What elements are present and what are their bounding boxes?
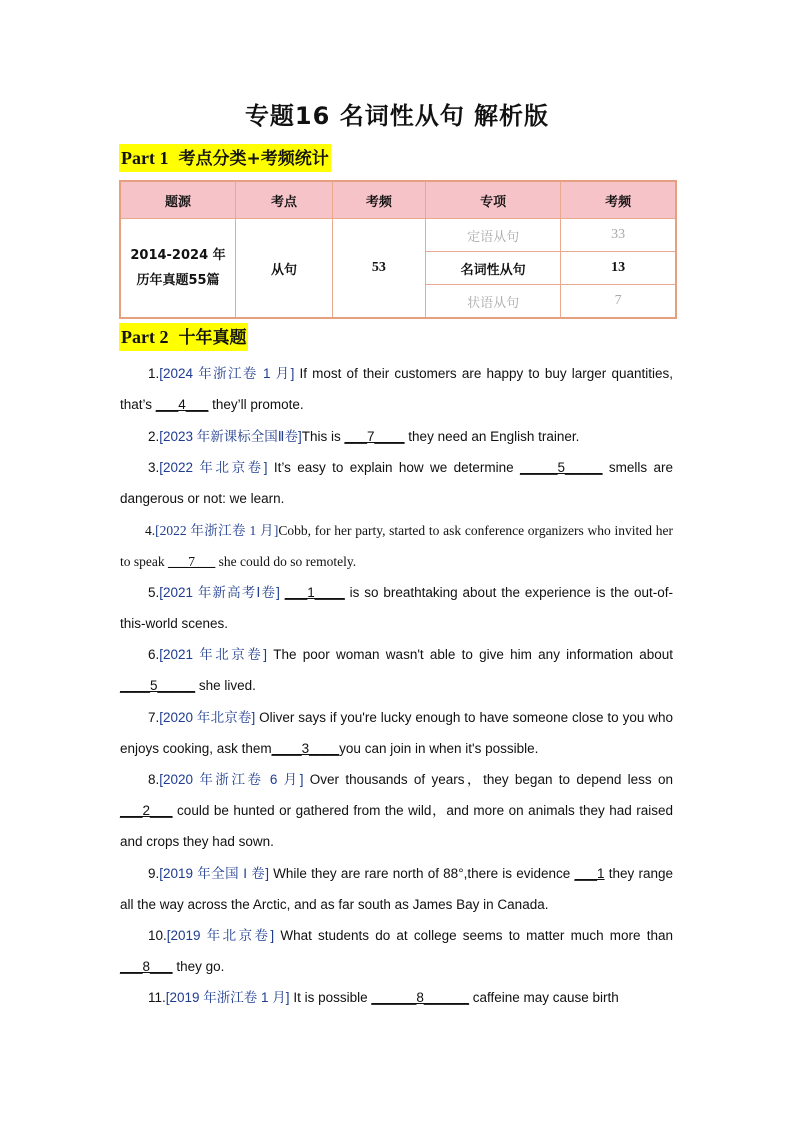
question-text: While they are rare north of 88°,there is evidence — [268, 866, 575, 881]
question-text: they’ll promote. — [208, 397, 304, 412]
question-text: If most of their customers are happy to buy larger quantities, that’s — [120, 366, 673, 412]
answer-blank: ___8___ — [120, 959, 173, 974]
question-text: It’s easy to explain how we determine — [267, 460, 520, 475]
question-text: you can join in when it's possible. — [339, 741, 539, 756]
question-text: they go. — [172, 959, 225, 974]
type-cell: 定语从句 — [425, 219, 560, 252]
question-number: 4. — [145, 523, 156, 538]
question-3 — [120, 452, 673, 514]
question-text: Oliver says if you're lucky enough to have someone close to you who enjoys cooking, ask them — [120, 710, 673, 756]
question-number: 9. — [148, 866, 160, 881]
question-source-tag: [2019 年浙江卷 1 月] — [165, 990, 290, 1005]
question-text: they need an English trainer. — [404, 429, 580, 444]
part2-heading — [119, 323, 248, 351]
question-text: smells are dangerous or not: we learn. — [120, 460, 674, 506]
part1-label: Part 1 — [121, 148, 169, 168]
answer-blank: ____5_____ — [120, 678, 196, 693]
question-source-tag: [2021 年北京卷] — [159, 647, 268, 662]
question-text: is so breathtaking about the experience is the out-of-this-world scenes. — [120, 585, 673, 631]
type-cell: 名词性从句 — [425, 252, 560, 285]
type-freq-cell: 7 — [561, 285, 676, 319]
question-1 — [120, 358, 673, 420]
answer-blank: ___4___ — [155, 397, 209, 412]
question-text: caffeine may cause birth — [468, 990, 619, 1005]
question-number: 1. — [148, 366, 160, 381]
answer-blank: ____3____ — [271, 741, 340, 756]
question-text: she lived. — [195, 678, 256, 693]
question-text: Over thousands of years，they began to depend less on — [303, 772, 673, 787]
question-9 — [120, 858, 673, 920]
part2-label: Part 2 — [121, 327, 169, 347]
question-text: they range all the way across the Arctic, and as far south as James Bay in Canada. — [120, 866, 673, 912]
part2-zh: 十年真题 — [178, 328, 247, 348]
answer-blank: ___7___ — [168, 554, 216, 569]
part1-zh: 考点分类+考频统计 — [178, 149, 329, 169]
question-text: What students do at college seems to matter much more than — [274, 928, 673, 943]
type-cell: 状语从句 — [425, 285, 560, 319]
question-source-tag: [2022 年浙江卷 1 月] — [155, 523, 279, 538]
question-11 — [120, 982, 673, 1013]
question-4 — [120, 515, 673, 577]
question-6 — [120, 639, 673, 701]
source-cell — [120, 219, 236, 319]
point-cell: 从句 — [236, 219, 333, 319]
question-number: 5. — [148, 585, 160, 600]
answer-blank: ___7____ — [344, 429, 405, 444]
question-source-tag: [2020 年浙江卷 6 月] — [159, 772, 304, 787]
source-line2: 历年真题55篇 — [136, 273, 220, 288]
type-freq-cell: 13 — [561, 252, 676, 285]
page-title: 专题16 名词性从句 解析版 — [244, 102, 550, 130]
question-10 — [120, 920, 673, 982]
part1-heading — [119, 144, 331, 172]
stats-table — [119, 180, 677, 319]
header-type: 专项 — [425, 181, 560, 219]
question-text: This is — [301, 429, 345, 444]
stats-row — [120, 219, 676, 252]
question-text: It is possible — [289, 990, 372, 1005]
question-7 — [120, 702, 673, 764]
question-source-tag: [2019 年北京卷] — [166, 928, 275, 943]
source-line1: 2014-2024 年 — [130, 248, 226, 263]
answer-blank: ___1 — [574, 866, 605, 881]
question-text: could be hunted or gathered from the wild，and more on animals they had raised and crops they had sown. — [120, 803, 673, 849]
question-text: The poor woman wasn't able to give him any information about — [267, 647, 673, 662]
question-number: 7. — [148, 710, 160, 725]
question-source-tag: [2024 年浙江卷 1 月] — [159, 366, 295, 381]
question-number: 3. — [148, 460, 160, 475]
answer-blank: ______8______ — [371, 990, 469, 1005]
question-text: Cobb, for her party, started to ask conference organizers who invited her to speak — [120, 523, 673, 569]
header-point: 考点 — [236, 181, 333, 219]
answer-blank: _____5_____ — [519, 460, 603, 475]
question-number: 6. — [148, 647, 160, 662]
question-source-tag: [2023 年新课标全国Ⅱ卷] — [159, 429, 302, 444]
question-source-tag: [2021 年新高考Ⅰ卷] — [159, 585, 280, 600]
header-type-freq: 考频 — [561, 181, 676, 219]
question-source-tag: [2022 年北京卷] — [159, 460, 268, 475]
question-source-tag: [2019 年全国 I 卷] — [159, 866, 269, 881]
header-freq: 考频 — [332, 181, 425, 219]
freq-cell: 53 — [332, 219, 425, 319]
question-number: 2. — [148, 429, 160, 444]
question-number: 10. — [148, 928, 167, 943]
question-number: 8. — [148, 772, 160, 787]
question-text: she could do so remotely. — [215, 554, 357, 569]
type-freq-cell: 33 — [561, 219, 676, 252]
answer-blank: ___2___ — [120, 803, 173, 818]
question-number: 11. — [148, 990, 166, 1005]
question-source-tag: [2020 年北京卷] — [159, 710, 256, 725]
stats-header-row — [120, 181, 676, 219]
question-8 — [120, 764, 673, 857]
question-5 — [120, 577, 673, 639]
header-source: 题源 — [120, 181, 236, 219]
question-2 — [120, 421, 673, 452]
answer-blank: ___1____ — [284, 585, 345, 600]
